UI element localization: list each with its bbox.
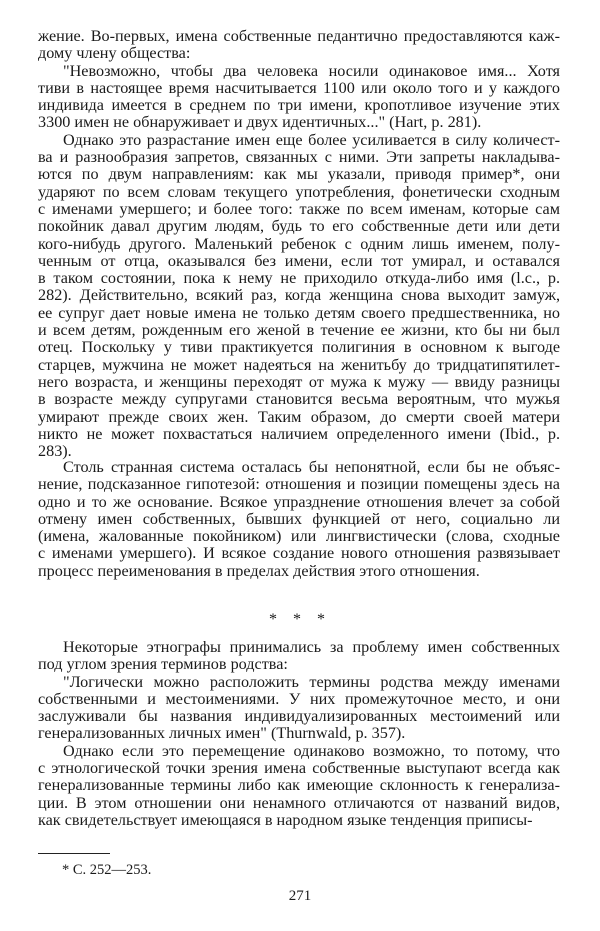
text-line: Однако если это перемещение одинаково возможно, то потому, что (63, 741, 560, 760)
text-block-middle (38, 459, 560, 580)
text-line: (имена, жалованные покойником) или лингвистически (слова, сходные (38, 527, 560, 546)
paragraph (38, 63, 560, 132)
text-line: 282). Действительно, всякий раз, когда женщина снова выходит замуж, (38, 286, 560, 305)
text-line: с именами умершего; и более того: также по всем именам, которые сам (38, 199, 560, 218)
text-line: отмену имен собственных, бывших функцией от него, социально ли (38, 509, 560, 528)
text-line: отец. Поскольку у тиви практикуется полигиния в основном к выгоде (38, 338, 560, 357)
text-line: с этнологической точки зрения имена собственные выступают всегда как (38, 759, 560, 778)
footnote-divider (38, 853, 110, 854)
text-line: в возрасте между супругами становится весьма вероятным, что мужья (38, 390, 560, 409)
text-line: генерализованные термины либо как имеющие склонность к генерализа- (38, 776, 560, 795)
text-line: покойник давал другим людям, будь то его собственные дети или дети (38, 217, 560, 236)
text-line: ции. В этом отношении они ненамного отличаются от названий видов, (38, 793, 560, 812)
text-line: и всем детям, рожденным его женой в течение ее жизни, кто бы ни был (38, 321, 560, 340)
text-line: генерализованных личных имен" (Thurnwald, p. 357). (38, 724, 406, 743)
text-line: ва и разнообразия запретов, связанных с ними. Эти запреты накладыва- (38, 148, 560, 167)
text-line: с именами умершего). И всякое создание нового отношения развязывает (38, 544, 560, 563)
text-block-top (38, 28, 560, 460)
text-line: собственными и местоимениями. У них промежуточное место, и они (38, 689, 560, 708)
text-line: старцев, мужчина не может надеяться на женитьбу до тридцатипятилет- (38, 355, 560, 374)
text-line: жение. Во-первых, имена собственные педантично предоставляются каж- (38, 27, 560, 45)
text-line: 3300 имен не обнаруживает и двух идентичных..." (Hart, p. 281). (38, 113, 482, 132)
paragraph (38, 132, 560, 461)
paragraph (38, 743, 560, 829)
paragraph (38, 28, 560, 63)
text-line: 283). (38, 442, 72, 461)
text-line: ются по двум направлениям: как мы указали, приводя пример*, они (38, 165, 560, 184)
section-break: * * * (269, 611, 331, 628)
text-line: ченным от отца, оказывался без имени, если тот умирал, и оставался (38, 251, 560, 270)
text-line: ударяют по всем словам текущего употребления, фонетически сходным (38, 182, 560, 201)
text-line: индивида имеется в среднем по три имени, кропотливое изучение этих (38, 96, 560, 115)
text-line: никто не может похвастаться наличием определенного имени (Ibid., p. (38, 424, 560, 443)
footnote: * С. 252—253. (62, 862, 152, 878)
text-line: Однако это разрастание имен еще более усиливается в силу количест- (63, 130, 560, 149)
text-line: одно и то же основание. Всякое упразднение отношения влечет за собой (38, 492, 560, 511)
paragraph (38, 674, 560, 743)
text-line: "Невозможно, чтобы два человека носили одинаковое имя... Хотя (63, 61, 560, 80)
text-line: Некоторые этнографы принимались за проблему имен собственных (63, 638, 560, 656)
text-line: кого-нибудь другого. Маленький ребенок с одним лишь именем, полу- (38, 234, 560, 253)
text-line: "Логически можно расположить термины родства между именами (63, 672, 560, 691)
text-line: под углом зрения терминов родства: (38, 655, 288, 674)
paragraph (38, 639, 560, 674)
text-line: него возраста, и женщины переходят от мужа к мужу — ввиду разницы (38, 372, 560, 391)
text-line: тиви в настоящее время насчитывается 1100 или около того и у каждого (38, 78, 560, 97)
text-line: дому члену общества: (38, 44, 191, 63)
text-line: заслуживали бы названия индивидуализированных местоимений или (38, 707, 560, 726)
text-line: в таком состоянии, пока к нему не приходило откуда-либо имя (l.c., p. (38, 269, 560, 288)
text-block-bottom (38, 639, 560, 829)
text-line: как свидетельствует имеющаяся в народном языке тенденция приписы- (38, 810, 533, 829)
text-line: умирают прежде своих жен. Таким образом, до смерти своей матери (38, 407, 560, 426)
text-line: процесс переименования в пределах действия этого отношения. (38, 561, 480, 580)
text-line: нение, подсказанное гипотезой: отношения и позиции помещены здесь на (38, 475, 560, 494)
text-line: ее супруг дает новые имена не только детям своего предшественника, но (38, 303, 560, 322)
text-line: Столь странная система осталась бы непонятной, если бы не объяс- (63, 458, 560, 476)
paragraph (38, 459, 560, 580)
page-number: 271 (288, 888, 312, 904)
